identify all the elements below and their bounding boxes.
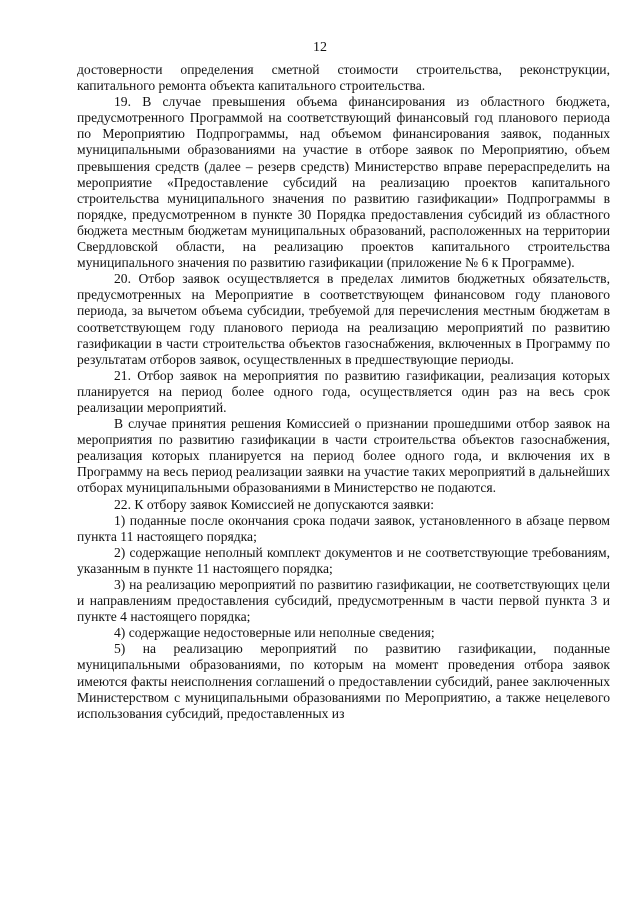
paragraph-item-20: 20. Отбор заявок осуществляется в пределах лимитов бюджетных обязательств, предусмотренных на Мероприятие в соответствующем финансовом году планового периода, за вычетом объема субсидии, требуемой для перечисления местным бюджетам в соответствующем году планового периода на реализацию мероприятий по развитию газификации в части строительства объектов газоснабжения, включенных в Программу по результатам отборов заявок, осуществленных в предшествующие периоды.	[77, 271, 610, 367]
list-item-5: 5) на реализацию мероприятий по развитию газификации, поданные муниципальными образованиями, по которым на момент проведения отбора заявок имеются факты неисполнения соглашений о предоставлении субсидий, ранее заключенных Министерством с муниципальными образованиями по Мероприятию, а также нецелевого использования субсидий, предоставленных из	[77, 641, 610, 721]
list-item-3: 3) на реализацию мероприятий по развитию газификации, не соответствующих цели и направлениям предоставления субсидий, предусмотренным в части первой пункта 3 и пункте 4 настоящего порядка;	[77, 577, 610, 625]
paragraph-continuation: достоверности определения сметной стоимости строительства, реконструкции, капитального ремонта объекта капитального строительства.	[77, 62, 610, 94]
page-number: 12	[313, 40, 327, 55]
paragraph-item-22: 22. К отбору заявок Комиссией не допускаются заявки:	[114, 496, 435, 512]
paragraph-item-21: 21. Отбор заявок на мероприятия по развитию газификации, реализация которых планируется на период более одного года, осуществляется один раз на весь срок реализации мероприятий.	[77, 367, 610, 415]
paragraph-item-19: 19. В случае превышения объема финансирования из областного бюджета, предусмотренного Программой на соответствующий финансовый год планового периода по Мероприятию Подпрограммы, над объемом финансирования заявок, поданных муниципальными образованиями на участие в отборе заявок по Мероприятию, объем превышения средств (далее – резерв средств) Министерство вправе перераспределить на мероприятие «Предоставление субсидий на реализацию проектов капитального строительства муниципального значения по развитию газификации» Подпрограммы в порядке, предусмотренном в пункте 30 Порядка предоставления субсидий из областного бюджета местным бюджетам муниципальных образований, расположенных на территории Свердловской области, на реализацию проектов капитального строительства муниципального значения по развитию газификации (приложение № 6 к Программе).	[77, 94, 610, 271]
list-item-2: 2) содержащие неполный комплект документов и не соответствующие требованиям, указанным в пункте 11 настоящего порядка;	[77, 544, 610, 576]
paragraph-commission-decision: В случае принятия решения Комиссией о признании прошедшими отбор заявок на мероприятия по развитию газификации в части строительства объектов газоснабжения, реализация которых планируется на период более одного года, и включения их в Программу на весь период реализации заявки на участие таких мероприятий в дальнейших отборах муниципальными образованиями в Министерство не подаются.	[77, 416, 610, 496]
list-item-4: 4) содержащие недостоверные или неполные сведения;	[114, 625, 435, 641]
list-item-1: 1) поданные после окончания срока подачи заявок, установленного в абзаце первом пункта 11 настоящего порядка;	[77, 512, 610, 544]
document-body	[77, 62, 610, 722]
